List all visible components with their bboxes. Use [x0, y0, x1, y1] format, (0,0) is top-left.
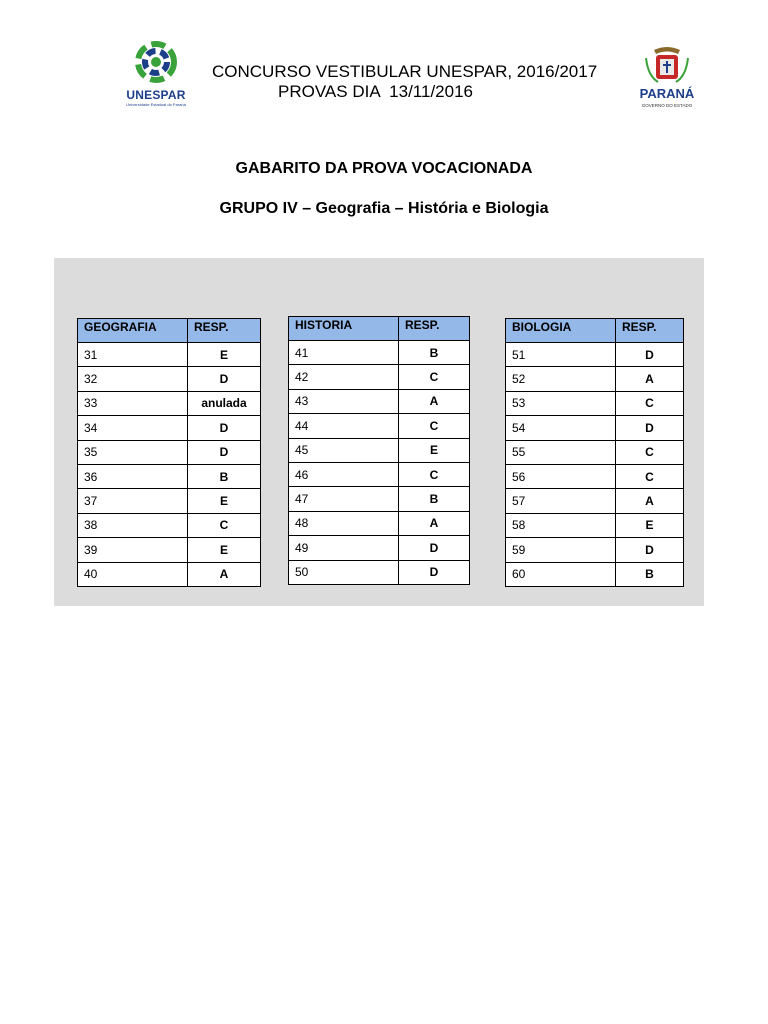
table-row	[78, 391, 261, 415]
question-number: 33	[78, 391, 188, 415]
question-number: 41	[289, 341, 399, 365]
question-number: 47	[289, 487, 399, 511]
question-number: 44	[289, 414, 399, 438]
question-number: 51	[506, 343, 616, 367]
resp-header: RESP.	[188, 319, 261, 343]
answer-cell: C	[399, 414, 470, 438]
answer-cell: C	[399, 365, 470, 389]
answer-cell: D	[399, 560, 470, 584]
question-number: 35	[78, 440, 188, 464]
answer-cell: D	[188, 440, 261, 464]
unespar-logo	[120, 36, 192, 112]
answer-cell: D	[188, 416, 261, 440]
question-number: 59	[506, 538, 616, 562]
answer-cell: D	[616, 538, 684, 562]
question-number: 53	[506, 391, 616, 415]
table-row	[506, 562, 684, 586]
table-row	[78, 367, 261, 391]
question-number: 42	[289, 365, 399, 389]
question-number: 45	[289, 438, 399, 462]
table-header-row	[506, 319, 684, 343]
question-number: 58	[506, 513, 616, 537]
answer-cell: A	[188, 562, 261, 586]
answer-cell: B	[616, 562, 684, 586]
question-number: 55	[506, 440, 616, 464]
table-row	[506, 367, 684, 391]
table-row	[506, 464, 684, 488]
question-number: 36	[78, 464, 188, 488]
table-row	[289, 462, 470, 486]
subject-header: BIOLOGIA	[506, 319, 616, 343]
answer-cell: E	[188, 538, 261, 562]
resp-header: RESP.	[399, 317, 470, 341]
subject-header: GEOGRAFIA	[78, 319, 188, 343]
parana-logo-subtitle: GOVERNO DO ESTADO	[641, 103, 693, 108]
answer-cell: E	[188, 489, 261, 513]
table-row	[506, 440, 684, 464]
question-number: 48	[289, 511, 399, 535]
answer-cell: D	[616, 343, 684, 367]
table-row	[289, 414, 470, 438]
historia-answer-table	[288, 316, 470, 585]
table-row	[289, 389, 470, 413]
question-number: 32	[78, 367, 188, 391]
table-row	[506, 513, 684, 537]
question-number: 39	[78, 538, 188, 562]
question-number: 40	[78, 562, 188, 586]
table-row	[289, 511, 470, 535]
answer-cell: E	[188, 343, 261, 367]
resp-header: RESP.	[616, 319, 684, 343]
parana-logo	[634, 44, 700, 116]
table-row	[289, 536, 470, 560]
answer-cell: A	[616, 367, 684, 391]
table-row	[506, 538, 684, 562]
table-row	[289, 365, 470, 389]
question-number: 37	[78, 489, 188, 513]
exam-date: PROVAS DIA 13/11/2016	[278, 82, 473, 101]
group-subtitle: GRUPO IV – Geografia – História e Biologia	[219, 200, 549, 217]
answer-cell: E	[399, 438, 470, 462]
parana-coat-of-arms-icon	[634, 44, 700, 86]
question-number: 54	[506, 416, 616, 440]
answer-cell: E	[616, 513, 684, 537]
answer-cell: A	[616, 489, 684, 513]
answer-cell: A	[399, 389, 470, 413]
answer-cell: C	[616, 391, 684, 415]
table-row	[506, 343, 684, 367]
answer-cell: C	[616, 464, 684, 488]
table-row	[78, 489, 261, 513]
answer-cell: D	[188, 367, 261, 391]
answer-cell: B	[188, 464, 261, 488]
table-row	[289, 341, 470, 365]
table-row	[506, 391, 684, 415]
table-row	[78, 416, 261, 440]
question-number: 49	[289, 536, 399, 560]
exam-heading: CONCURSO VESTIBULAR UNESPAR, 2016/2017	[212, 62, 598, 81]
question-number: 50	[289, 560, 399, 584]
answer-cell: A	[399, 511, 470, 535]
table-row	[506, 489, 684, 513]
subject-header: HISTORIA	[289, 317, 399, 341]
table-row	[78, 343, 261, 367]
answer-cell: C	[399, 462, 470, 486]
unespar-logo-subtitle: Universidade Estadual do Paraná	[126, 102, 186, 107]
answer-cell: anulada	[188, 391, 261, 415]
table-row	[289, 487, 470, 511]
table-row	[78, 440, 261, 464]
table-row	[289, 560, 470, 584]
answer-cell: C	[188, 513, 261, 537]
answer-cell: B	[399, 341, 470, 365]
question-number: 38	[78, 513, 188, 537]
parana-logo-label: PARANÁ	[639, 86, 695, 101]
document-title: GABARITO DA PROVA VOCACIONADA	[235, 160, 533, 177]
question-number: 43	[289, 389, 399, 413]
unespar-emblem-icon	[120, 36, 192, 88]
answer-cell: C	[616, 440, 684, 464]
question-number: 57	[506, 489, 616, 513]
table-row	[78, 538, 261, 562]
question-number: 52	[506, 367, 616, 391]
table-header-row	[78, 319, 261, 343]
unespar-logo-label: UNESPAR	[126, 88, 186, 102]
question-number: 46	[289, 462, 399, 486]
table-header-row	[289, 317, 470, 341]
answer-cell: D	[399, 536, 470, 560]
biologia-answer-table	[505, 318, 684, 587]
question-number: 34	[78, 416, 188, 440]
geografia-answer-table	[77, 318, 261, 587]
answer-cell: D	[616, 416, 684, 440]
question-number: 31	[78, 343, 188, 367]
table-row	[78, 513, 261, 537]
answer-cell: B	[399, 487, 470, 511]
question-number: 60	[506, 562, 616, 586]
table-row	[78, 562, 261, 586]
question-number: 56	[506, 464, 616, 488]
table-row	[289, 438, 470, 462]
table-row	[506, 416, 684, 440]
table-row	[78, 464, 261, 488]
